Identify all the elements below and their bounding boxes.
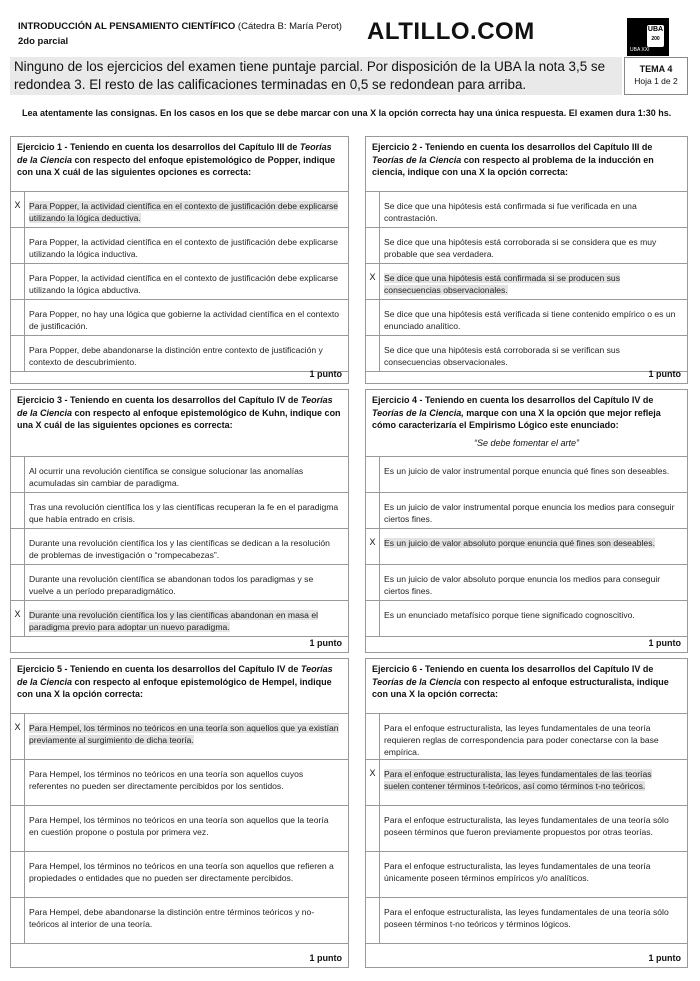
- exercise-title: Ejercicio 4 - Teniendo en cuenta los desarrollos del Capítulo IV de Teorías de la Ciencia, marque con una X la opción que mejor refleja cómo caracterizaría el Empirismo Lógico este enunciado:: [372, 395, 661, 430]
- option-row[interactable]: [366, 600, 687, 637]
- option-checkbox[interactable]: [11, 493, 25, 529]
- option-checkbox[interactable]: [11, 336, 25, 372]
- option-text: Es un juicio de valor absoluto porque enuncia qué fines son deseables.: [384, 538, 655, 548]
- exercise-title: Ejercicio 3 - Teniendo en cuenta los desarrollos del Capítulo IV de Teorías de la Ciencia con respecto al enfoque epistemológico de Kuhn, indique con una X cuál de las siguientes opciones es correcta:: [17, 395, 341, 430]
- option-checkbox[interactable]: X: [11, 601, 25, 637]
- option-checkbox[interactable]: [11, 228, 25, 264]
- exercise-4: [365, 389, 688, 653]
- option-text: Para Popper, debe abandonarse la distinción entre contexto de justificación y contexto de descubrimiento.: [29, 345, 323, 367]
- divider: [11, 636, 348, 637]
- option-checkbox[interactable]: X: [366, 760, 380, 806]
- option-checkbox[interactable]: [366, 601, 380, 637]
- exercise-points: 1 punto: [309, 638, 342, 648]
- option-text: Para Hempel, los términos no teóricos en una teoría son aquellos que ya existían previamente al surgimiento de dicha teoría.: [29, 723, 339, 745]
- option-checkbox[interactable]: [366, 565, 380, 601]
- exercise-title: Ejercicio 1 - Teniendo en cuenta los desarrollos del Capítulo III de Teorías de la Ciencia con respecto del enfoque epistemológico de Popper, indique con una X cuál de las siguientes opciones es correcta:: [17, 142, 336, 177]
- option-row[interactable]: [366, 805, 687, 852]
- option-text: Para Hempel, debe abandonarse la distinción entre términos teóricos y no-teóricos al interior de una teoría.: [29, 907, 315, 929]
- option-checkbox[interactable]: [366, 493, 380, 529]
- divider: [366, 636, 687, 637]
- exercise-6: [365, 658, 688, 968]
- option-checkbox[interactable]: [11, 457, 25, 493]
- exercise-quote: “Se debe fomentar el arte”: [473, 438, 580, 448]
- option-checkbox[interactable]: [366, 336, 380, 372]
- option-text: Para el enfoque estructuralista, las leyes fundamentales de una teoría sólo poseen términos que fueron previamente propuestos por otras teorías.: [384, 815, 669, 837]
- option-checkbox[interactable]: [366, 457, 380, 493]
- tema-label: TEMA 4: [639, 64, 673, 74]
- option-text: Para Hempel, los términos no teóricos en una teoría son aquellos cuyos referentes no pueden ser directamente percibidos por los sentidos.: [29, 769, 304, 791]
- option-text: Es un juicio de valor absoluto porque enuncia los medios para conseguir ciertos fines.: [384, 574, 661, 596]
- option-checkbox[interactable]: X: [366, 529, 380, 565]
- option-row[interactable]: [11, 263, 348, 300]
- uba-logo: UBA 200 UBA XXI: [627, 18, 669, 56]
- exercise-points: 1 punto: [648, 638, 681, 648]
- option-text: Para el enfoque estructuralista, las leyes fundamentales de una teoría sólo poseen términos t-no teóricos y términos lógicos.: [384, 907, 669, 929]
- option-text: Es un juicio de valor instrumental porque enuncia los medios para conseguir ciertos fines.: [384, 502, 675, 524]
- option-checkbox[interactable]: [366, 228, 380, 264]
- course-subtitle: 2do parcial: [18, 36, 69, 47]
- site-watermark: ALTILLO.COM: [367, 18, 535, 45]
- option-row[interactable]: [366, 492, 687, 529]
- exam-instructions: Lea atentamente las consignas. En los casos en los que se debe marcar con una X la opción correcta hay una única respuesta. El examen dura 1:30 hs.: [22, 108, 672, 118]
- divider: [366, 371, 687, 372]
- option-row[interactable]: [366, 851, 687, 898]
- option-text: Se dice que una hipótesis está confirmada si se producen sus consecuencias observacionales.: [384, 273, 620, 295]
- option-checkbox[interactable]: [11, 806, 25, 852]
- option-checkbox[interactable]: [11, 898, 25, 944]
- option-text: Se dice que una hipótesis está confirmada si fue verificada en una contrastación.: [384, 201, 637, 223]
- option-text: Para Popper, no hay una lógica que gobierne la actividad científica en el contexto de justificación.: [29, 309, 340, 331]
- option-checkbox[interactable]: [11, 529, 25, 565]
- option-row[interactable]: [366, 191, 687, 228]
- option-text: Para Popper, la actividad científica en el contexto de justificación debe explicarse utilizando la lógica abductiva.: [29, 273, 339, 295]
- option-row[interactable]: [11, 897, 348, 944]
- option-row[interactable]: [366, 456, 687, 493]
- exercise-3: [10, 389, 349, 653]
- option-row[interactable]: [11, 227, 348, 264]
- option-checkbox[interactable]: [366, 852, 380, 898]
- page-header: [12, 12, 688, 58]
- exercise-points: 1 punto: [309, 953, 342, 963]
- option-row[interactable]: [11, 805, 348, 852]
- option-text: Para Hempel, los términos no teóricos en una teoría son aquellos que la teoría en cuestión propone o postula por primera vez.: [29, 815, 329, 837]
- option-text: Durante una revolución científica los y las científicas abandonan en masa el paradigma previo para adoptar un nuevo paradigma.: [29, 610, 319, 632]
- option-row[interactable]: [11, 191, 348, 228]
- option-row[interactable]: [366, 528, 687, 565]
- option-text: Es un enunciado metafísico porque tiene significado cognoscitivo.: [384, 610, 635, 620]
- option-checkbox[interactable]: [11, 264, 25, 300]
- option-row[interactable]: [366, 713, 687, 760]
- divider: [11, 943, 348, 944]
- option-row[interactable]: [366, 335, 687, 372]
- option-text: Para el enfoque estructuralista, las leyes fundamentales de una teoría requieren reglas de correspondencia para poder conectarse con la base empírica.: [384, 723, 659, 757]
- option-text: Se dice que una hipótesis está corroborada si se verifican sus consecuencias observacionales.: [384, 345, 620, 367]
- option-checkbox[interactable]: [11, 565, 25, 601]
- option-row[interactable]: [11, 851, 348, 898]
- option-text: Para Hempel, los términos no teóricos en una teoría son aquellos que refieren a propiedades o entidades que no pueden ser directamente percibidos.: [29, 861, 334, 883]
- option-row[interactable]: [11, 713, 348, 760]
- option-checkbox[interactable]: X: [11, 192, 25, 228]
- option-checkbox[interactable]: X: [366, 264, 380, 300]
- option-row[interactable]: [366, 299, 687, 336]
- option-row[interactable]: [366, 564, 687, 601]
- exercise-points: 1 punto: [648, 369, 681, 379]
- option-text: Se dice que una hipótesis está corroborada si se considera que es muy probable que sea verdadera.: [384, 237, 657, 259]
- option-checkbox[interactable]: [11, 852, 25, 898]
- option-text: Para Popper, la actividad científica en el contexto de justificación debe explicarse utilizando la lógica inductiva.: [29, 237, 339, 259]
- exercise-5: [10, 658, 349, 968]
- option-checkbox[interactable]: X: [11, 714, 25, 760]
- option-row[interactable]: [366, 227, 687, 264]
- option-row[interactable]: [11, 492, 348, 529]
- exercise-points: 1 punto: [309, 369, 342, 379]
- option-checkbox[interactable]: [366, 192, 380, 228]
- option-row[interactable]: [11, 600, 348, 637]
- exercise-1: [10, 136, 349, 384]
- option-row[interactable]: [11, 528, 348, 565]
- option-row[interactable]: [11, 299, 348, 336]
- exercise-title: Ejercicio 5 - Teniendo en cuenta los desarrollos del Capítulo IV de Teorías de la Ciencia con respecto al enfoque epistemológico de Hempel, indique con una X la opción correcta:: [17, 664, 333, 699]
- option-checkbox[interactable]: [366, 714, 380, 760]
- tema-box: [624, 57, 688, 95]
- exercise-title: Ejercicio 2 - Teniendo en cuenta los desarrollos del Capítulo III de Teorías de la Ciencia con respecto al problema de la inducción en ciencia, indique con una X la opción correcta:: [372, 142, 654, 177]
- option-text: Durante una revolución científica se abandonan todos los paradigmas y se vuelve a un período preparadigmático.: [29, 574, 314, 596]
- option-row[interactable]: [366, 759, 687, 806]
- option-row[interactable]: [11, 456, 348, 493]
- course-title: INTRODUCCIÓN AL PENSAMIENTO CIENTÍFICO (Cátedra B: María Perot): [18, 21, 342, 32]
- divider: [11, 371, 348, 372]
- option-text: Tras una revolución científica los y las científicas recuperan la fe en el paradigma que había entrado en crisis.: [29, 502, 339, 524]
- option-checkbox[interactable]: [11, 300, 25, 336]
- option-text: Para el enfoque estructuralista, las leyes fundamentales de una teoría únicamente poseen términos empíricos y/o analíticos.: [384, 861, 651, 883]
- option-checkbox[interactable]: [366, 898, 380, 944]
- divider: [366, 943, 687, 944]
- option-checkbox[interactable]: [11, 760, 25, 806]
- option-checkbox[interactable]: [366, 806, 380, 852]
- page-count: Hoja 1 de 2: [634, 76, 678, 86]
- grading-notice: Ninguno de los ejercicios del examen tiene puntaje parcial. Por disposición de la UBA la nota 3,5 se redondea 3. El resto de las calificaciones terminadas en 0,5 se redondean para arriba.: [10, 57, 622, 95]
- exercise-title: Ejercicio 6 - Teniendo en cuenta los desarrollos del Capítulo IV de Teorías de la Ciencia con respecto al enfoque estructuralista, indique con una X la opción correcta:: [372, 664, 669, 699]
- option-checkbox[interactable]: [366, 300, 380, 336]
- option-row[interactable]: [11, 335, 348, 372]
- option-row[interactable]: [11, 759, 348, 806]
- exercise-points: 1 punto: [648, 953, 681, 963]
- option-row[interactable]: [366, 897, 687, 944]
- option-text: Para Popper, la actividad científica en el contexto de justificación debe explicarse utilizando la lógica deductiva.: [29, 201, 339, 223]
- option-text: Al ocurrir una revolución científica se consigue solucionar las anomalías acumuladas sin cambiar de paradigma.: [29, 466, 304, 488]
- option-text: Durante una revolución científica los y las científicas se dedican a la resolución de problemas de investigación o “rompecabezas”.: [29, 538, 330, 560]
- exercise-2: [365, 136, 688, 384]
- option-text: Se dice que una hipótesis está verificada si tiene contenido empírico o es un enunciado analítico.: [384, 309, 676, 331]
- option-text: Para el enfoque estructuralista, las leyes fundamentales de las teorías suelen contener términos t-teóricos, así como términos t-no teóricos.: [384, 769, 652, 791]
- option-row[interactable]: [366, 263, 687, 300]
- option-row[interactable]: [11, 564, 348, 601]
- option-text: Es un juicio de valor instrumental porque enuncia qué fines son deseables.: [384, 466, 670, 476]
